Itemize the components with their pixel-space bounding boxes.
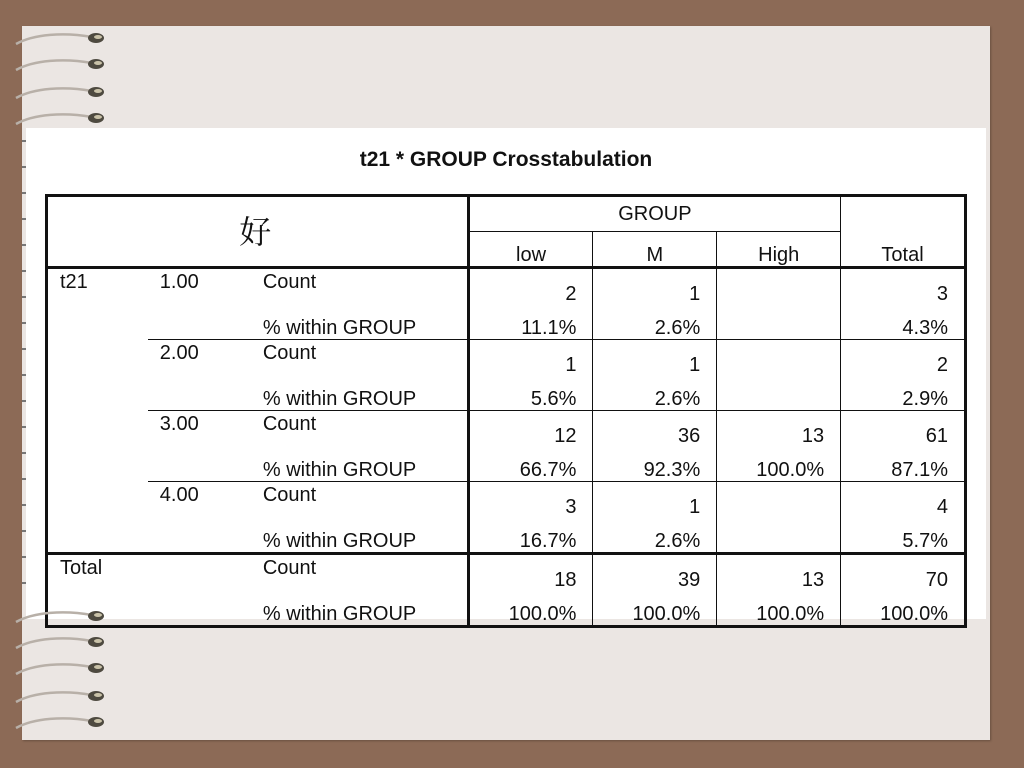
pct-cell: 2.6%	[593, 376, 717, 411]
pct-total-cell: 87.1%	[841, 447, 966, 482]
count-cell: 13	[717, 554, 841, 592]
pct-cell: 100.0%	[717, 591, 841, 627]
table-title: t21 * GROUP Crosstabulation	[359, 148, 653, 171]
pct-cell: 16.7%	[468, 518, 593, 554]
pct-cell: 100.0%	[593, 591, 717, 627]
spiral-ring-icon	[14, 30, 110, 48]
count-cell: 36	[593, 411, 717, 448]
pct-cell: 66.7%	[468, 447, 593, 482]
stat-label: Count	[251, 340, 468, 377]
count-cell: 1	[593, 482, 717, 519]
row-level-label: 3.00	[148, 411, 251, 482]
pct-total-cell: 5.7%	[841, 518, 966, 554]
stat-label: % within GROUP	[251, 447, 468, 482]
column-header-high: High	[717, 232, 841, 268]
count-cell: 18	[468, 554, 593, 592]
stat-label: % within GROUP	[251, 376, 468, 411]
table-row	[47, 411, 966, 448]
count-cell	[717, 482, 841, 519]
pct-cell	[717, 518, 841, 554]
count-cell	[717, 340, 841, 377]
pct-total-cell: 2.9%	[841, 376, 966, 411]
count-cell: 1	[593, 340, 717, 377]
count-total-cell: 70	[841, 554, 966, 592]
count-cell: 3	[468, 482, 593, 519]
pct-cell: 2.6%	[593, 518, 717, 554]
spiral-ring-icon	[14, 110, 110, 128]
pct-cell: 11.1%	[468, 305, 593, 340]
row-level-label: 1.00	[159, 271, 199, 293]
spiral-ring-icon	[14, 688, 110, 706]
pct-cell	[717, 305, 841, 340]
stat-label: Count	[251, 482, 468, 519]
pct-cell: 100.0%	[717, 447, 841, 482]
count-total-cell: 3	[841, 268, 966, 306]
table-row	[47, 340, 966, 377]
count-total-cell: 61	[841, 411, 966, 448]
group-header: GROUP	[468, 196, 840, 232]
count-cell: 13	[717, 411, 841, 448]
spiral-ring-icon	[14, 714, 110, 732]
table-row	[47, 482, 966, 519]
count-cell: 39	[593, 554, 717, 592]
count-cell: 1	[593, 268, 717, 306]
pct-cell: 5.6%	[468, 376, 593, 411]
stat-label: Count	[251, 411, 468, 448]
spiral-ring-icon	[14, 634, 110, 652]
spiral-ring-icon	[14, 84, 110, 102]
row-level-label: 4.00	[148, 482, 251, 554]
spiral-ring-icon	[14, 608, 110, 626]
column-header-low: low	[468, 232, 593, 268]
header-row-1	[47, 196, 966, 232]
stat-label: % within GROUP	[251, 518, 468, 554]
count-cell	[717, 268, 841, 306]
count-total-cell: 2	[841, 340, 966, 377]
count-total-cell: 4	[841, 482, 966, 519]
pct-total-cell: 4.3%	[841, 305, 966, 340]
stat-label: % within GROUP	[251, 305, 468, 340]
count-cell: 1	[468, 340, 593, 377]
stat-label: Count	[251, 268, 468, 306]
row-variable-label: t21	[47, 268, 148, 554]
pct-cell: 100.0%	[468, 591, 593, 627]
total-column-header: Total	[841, 196, 966, 268]
column-header-m: M	[593, 232, 717, 268]
pct-total-cell: 100.0%	[841, 591, 966, 627]
corner-cell: 好	[47, 196, 469, 268]
crosstab-table	[45, 194, 967, 628]
pct-cell	[717, 376, 841, 411]
row-level-label: 2.00	[148, 340, 251, 411]
spiral-ring-icon	[14, 56, 110, 74]
slide-content	[26, 128, 986, 625]
pct-cell: 92.3%	[593, 447, 717, 482]
stat-label: % within GROUP	[251, 591, 468, 627]
table-row	[47, 268, 966, 306]
pct-cell: 2.6%	[593, 305, 717, 340]
total-row-label: Total	[47, 554, 251, 627]
stat-label: Count	[251, 554, 468, 592]
total-row	[47, 554, 966, 592]
spiral-ring-icon	[14, 660, 110, 678]
count-cell: 12	[468, 411, 593, 448]
count-cell: 2	[468, 268, 593, 306]
